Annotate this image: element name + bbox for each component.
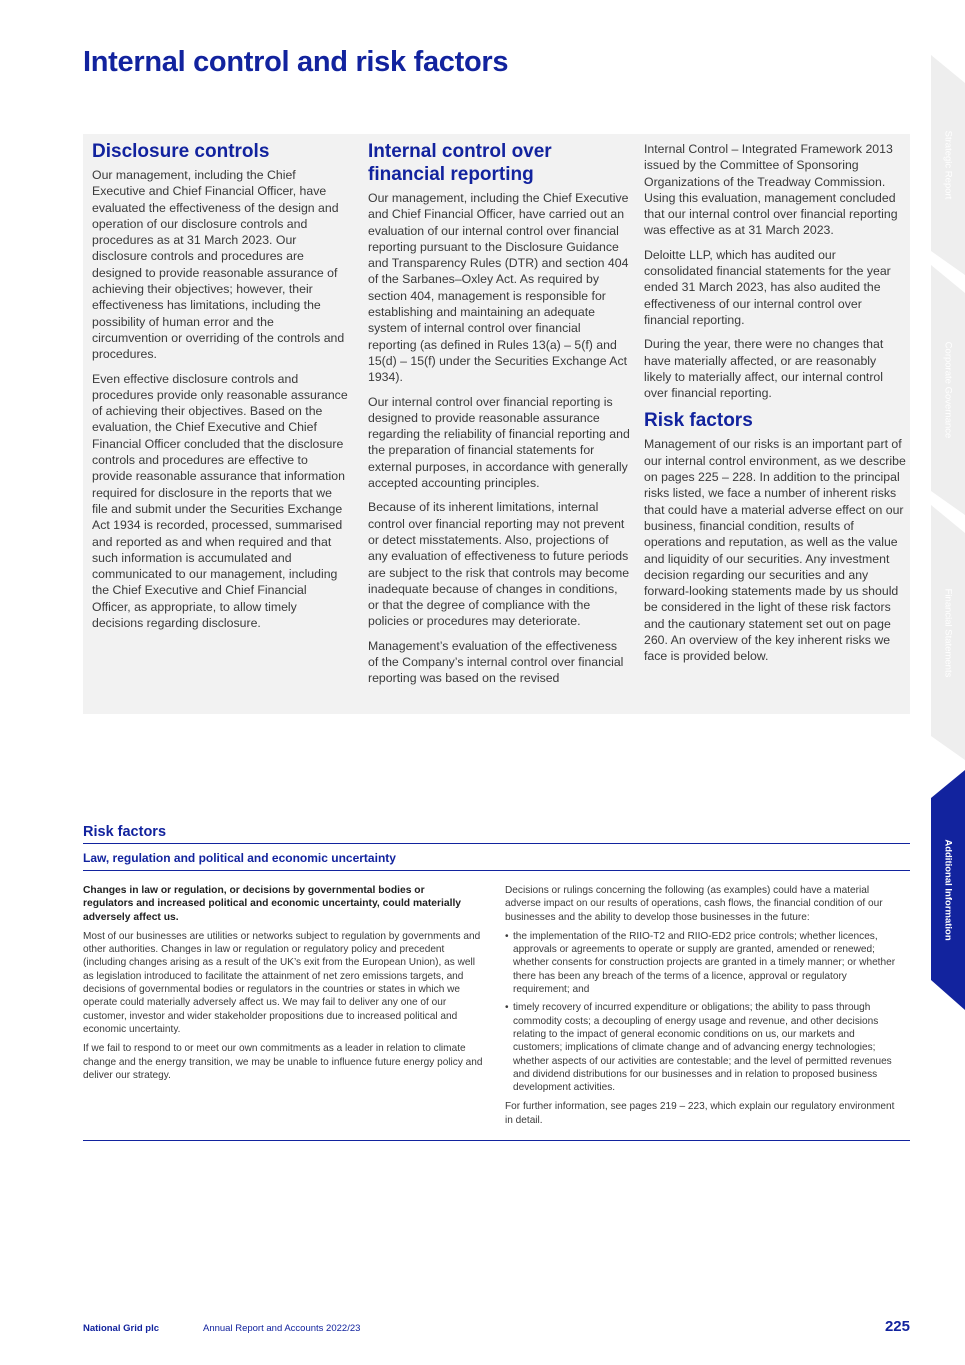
divider	[83, 1140, 910, 1141]
icfr-column	[368, 140, 630, 695]
page-title: Internal control and risk factors	[83, 46, 509, 78]
tab-label: Strategic Report	[942, 130, 954, 200]
risk-factors-table	[83, 824, 910, 1131]
risk-lead-statement: Changes in law or regulation, or decisions by governmental bodies or regulators and increased political and economic uncertainty, could materially adversely affect us.	[83, 885, 462, 923]
risk-factors-intro-paragraph: Management of our risks is an important part of our internal control environment, as we describe on pages 225 – 228. In addition to the principal risks listed, we face a number of inherent risks that could have a material adverse effect on our business, financial condition, results of operations and reputation, as well as the value and liquidity of our securities. Any investment decision regarding our securities and any forward-looking statements made by us should be considered in the light of these risk factors and the cautionary statement set out on page 260. An overview of the key inherent risks we face is provided below.	[644, 437, 906, 664]
list-item: • timely recovery of incurred expenditure or obligations; the ability to pass through commodity costs; a decoupling of energy usage and revenue, and other decisions relating to the impact of general economic conditions on us, our markets and customers; implications of climate change and of advancing energy technologies; whether aspects of our activities are contestable; and the level of permitted revenues and dividend distributions for our businesses and in relation to proposed business development activities.	[505, 1001, 905, 1094]
tab-strategic-report[interactable]	[931, 55, 965, 275]
risk-category-heading: Law, regulation and political and economic uncertainty	[83, 851, 396, 865]
tab-financial-statements[interactable]	[931, 505, 965, 760]
disclosure-paragraph: Even effective disclosure controls and procedures provide only reasonable assurance of achieving their objectives. Based on the evaluation, the Chief Executive and Chief Financial Officer concluded that the disclosure controls and procedures are effective to provide reasonable assurance that information required for disclosure in the reports that we file and submit under the Securities Exchange Act 1934 is recorded, processed, summarised and reported as and when required and that such information is accumulated and communicated to our management, including the Chief Executive and Chief Financial Officer, as appropriate, to allow timely decisions regarding disclosure.	[92, 371, 348, 631]
tab-corporate-governance[interactable]	[931, 265, 965, 515]
risk-bullet-list	[505, 930, 905, 1095]
icfr-paragraph: Deloitte LLP, which has audited our consolidated financial statements for the year ended 31 March 2023, has also audited the effectiveness of our internal control over financial reporting.	[644, 247, 891, 327]
tab-label: Corporate Governance	[942, 341, 954, 439]
icfr-paragraph: During the year, there were no changes that have materially affected, or are reasonably likely to materially affect, our internal control over financial reporting.	[644, 337, 884, 401]
disclosure-paragraph: Our management, including the Chief Executive and Chief Financial Officer, have evaluated the effectiveness of the design and operation of our disclosure controls and procedures as at 31 March 2023. Our disclosure controls and procedures are designed to provide reasonable assurance of achieving their objectives; however, their effectiveness has limitations, including the possibility of human error and the circumvention or overriding of the controls and procedures.	[92, 168, 345, 362]
risk-paragraph: Decisions or rulings concerning the following (as examples) could have a material adverse impact on our results of operations, cash flows, the financial condition of our businesses and the ability to develop those businesses in the future:	[505, 885, 883, 923]
icfr-paragraph: Management’s evaluation of the effectiveness of the Company’s internal control over financial reporting was based on the revised	[368, 638, 624, 686]
risk-factors-intro-heading: Risk factors	[644, 410, 753, 432]
page-footer	[83, 1318, 910, 1338]
tab-label: Financial Statements	[942, 588, 954, 677]
section-tabs	[931, 55, 965, 1015]
risk-paragraph: If we fail to respond to or meet our own commitments as a leader in relation to climate change and the energy transition, we may be unable to influence future energy policy and deliver our strategy.	[83, 1043, 483, 1081]
risk-left-column	[83, 884, 483, 1088]
tab-label: Additional Information	[942, 839, 954, 941]
risk-right-column	[505, 884, 905, 1133]
footer-report-title: Annual Report and Accounts 2022/23	[203, 1323, 361, 1334]
page-number: 225	[884, 1318, 910, 1335]
tab-additional-information[interactable]	[931, 770, 965, 1010]
disclosure-controls-column	[92, 140, 348, 639]
risk-paragraph: For further information, see pages 219 – 223, which explain our regulatory environment in detail.	[505, 1101, 895, 1126]
icfr-paragraph: Our internal control over financial reporting is designed to provide reasonable assurance regarding the reliability of financial reporting and the preparation of financial statements for external purposes, in accordance with generally accepted accounting principles.	[368, 394, 630, 491]
icfr-paragraph: Because of its inherent limitations, internal control over financial reporting may not prevent or detect misstatements. Also, projections of any evaluation of effectiveness to future periods are subject to the risk that controls may become inadequate because of changes in conditions, or that the degree of compliance with the policies or procedures may deteriorate.	[368, 500, 630, 629]
risk-factors-heading: Risk factors	[83, 824, 167, 840]
icfr-heading: Internal control over financial reporting	[368, 141, 552, 185]
list-item: • the implementation of the RIIO-T2 and RIIO-ED2 price controls; whether licences, approvals or agreements to operate or supply are granted, amended or renewed; whether consents for construction projects are granted in a timely manner; or whether there has been any breach of the terms of a licence, approval or regulatory requirement; and	[505, 930, 905, 996]
icfr-paragraph: Internal Control – Integrated Framework 2013 issued by the Committee of Sponsoring Organizations of the Treadway Commission. Using this evaluation, management concluded that our internal control over financial reporting was effective as at 31 March 2023.	[644, 142, 898, 238]
risk-paragraph: Most of our businesses are utilities or networks subject to regulation by governments and other authorities. Changes in law or regulation or regulatory policy and precedent (including changes arising as a result of the UK’s exit from the European Union), as well as legislation introduced to facilitate the attainment of net zero emissions targets, and decisions of governmental bodies or regulators in the countries or states in which we operate could materially adversely affect us. We may fail to deliver any one of our customer, investor and wider stakeholder propositions due to increased political and economic uncertainty.	[83, 930, 481, 1035]
icfr-paragraph: Our management, including the Chief Executive and Chief Financial Officer, have carried out an evaluation of our internal control over financial reporting pursuant to the Disclosure Guidance and Transparency Rules (DTR) and section 404 of the Sarbanes–Oxley Act. As required by section 404, management is responsible for establishing and maintaining an adequate system of internal control over financial reporting (as defined in Rules 13(a) – 5(f) and 15(d) – 15(f) under the Securities Exchange Act 1934).	[368, 191, 629, 385]
icfr-continued-column	[644, 141, 906, 673]
risk-body	[83, 871, 910, 1131]
footer-company: National Grid plc	[83, 1323, 160, 1334]
disclosure-controls-heading: Disclosure controls	[92, 141, 270, 162]
